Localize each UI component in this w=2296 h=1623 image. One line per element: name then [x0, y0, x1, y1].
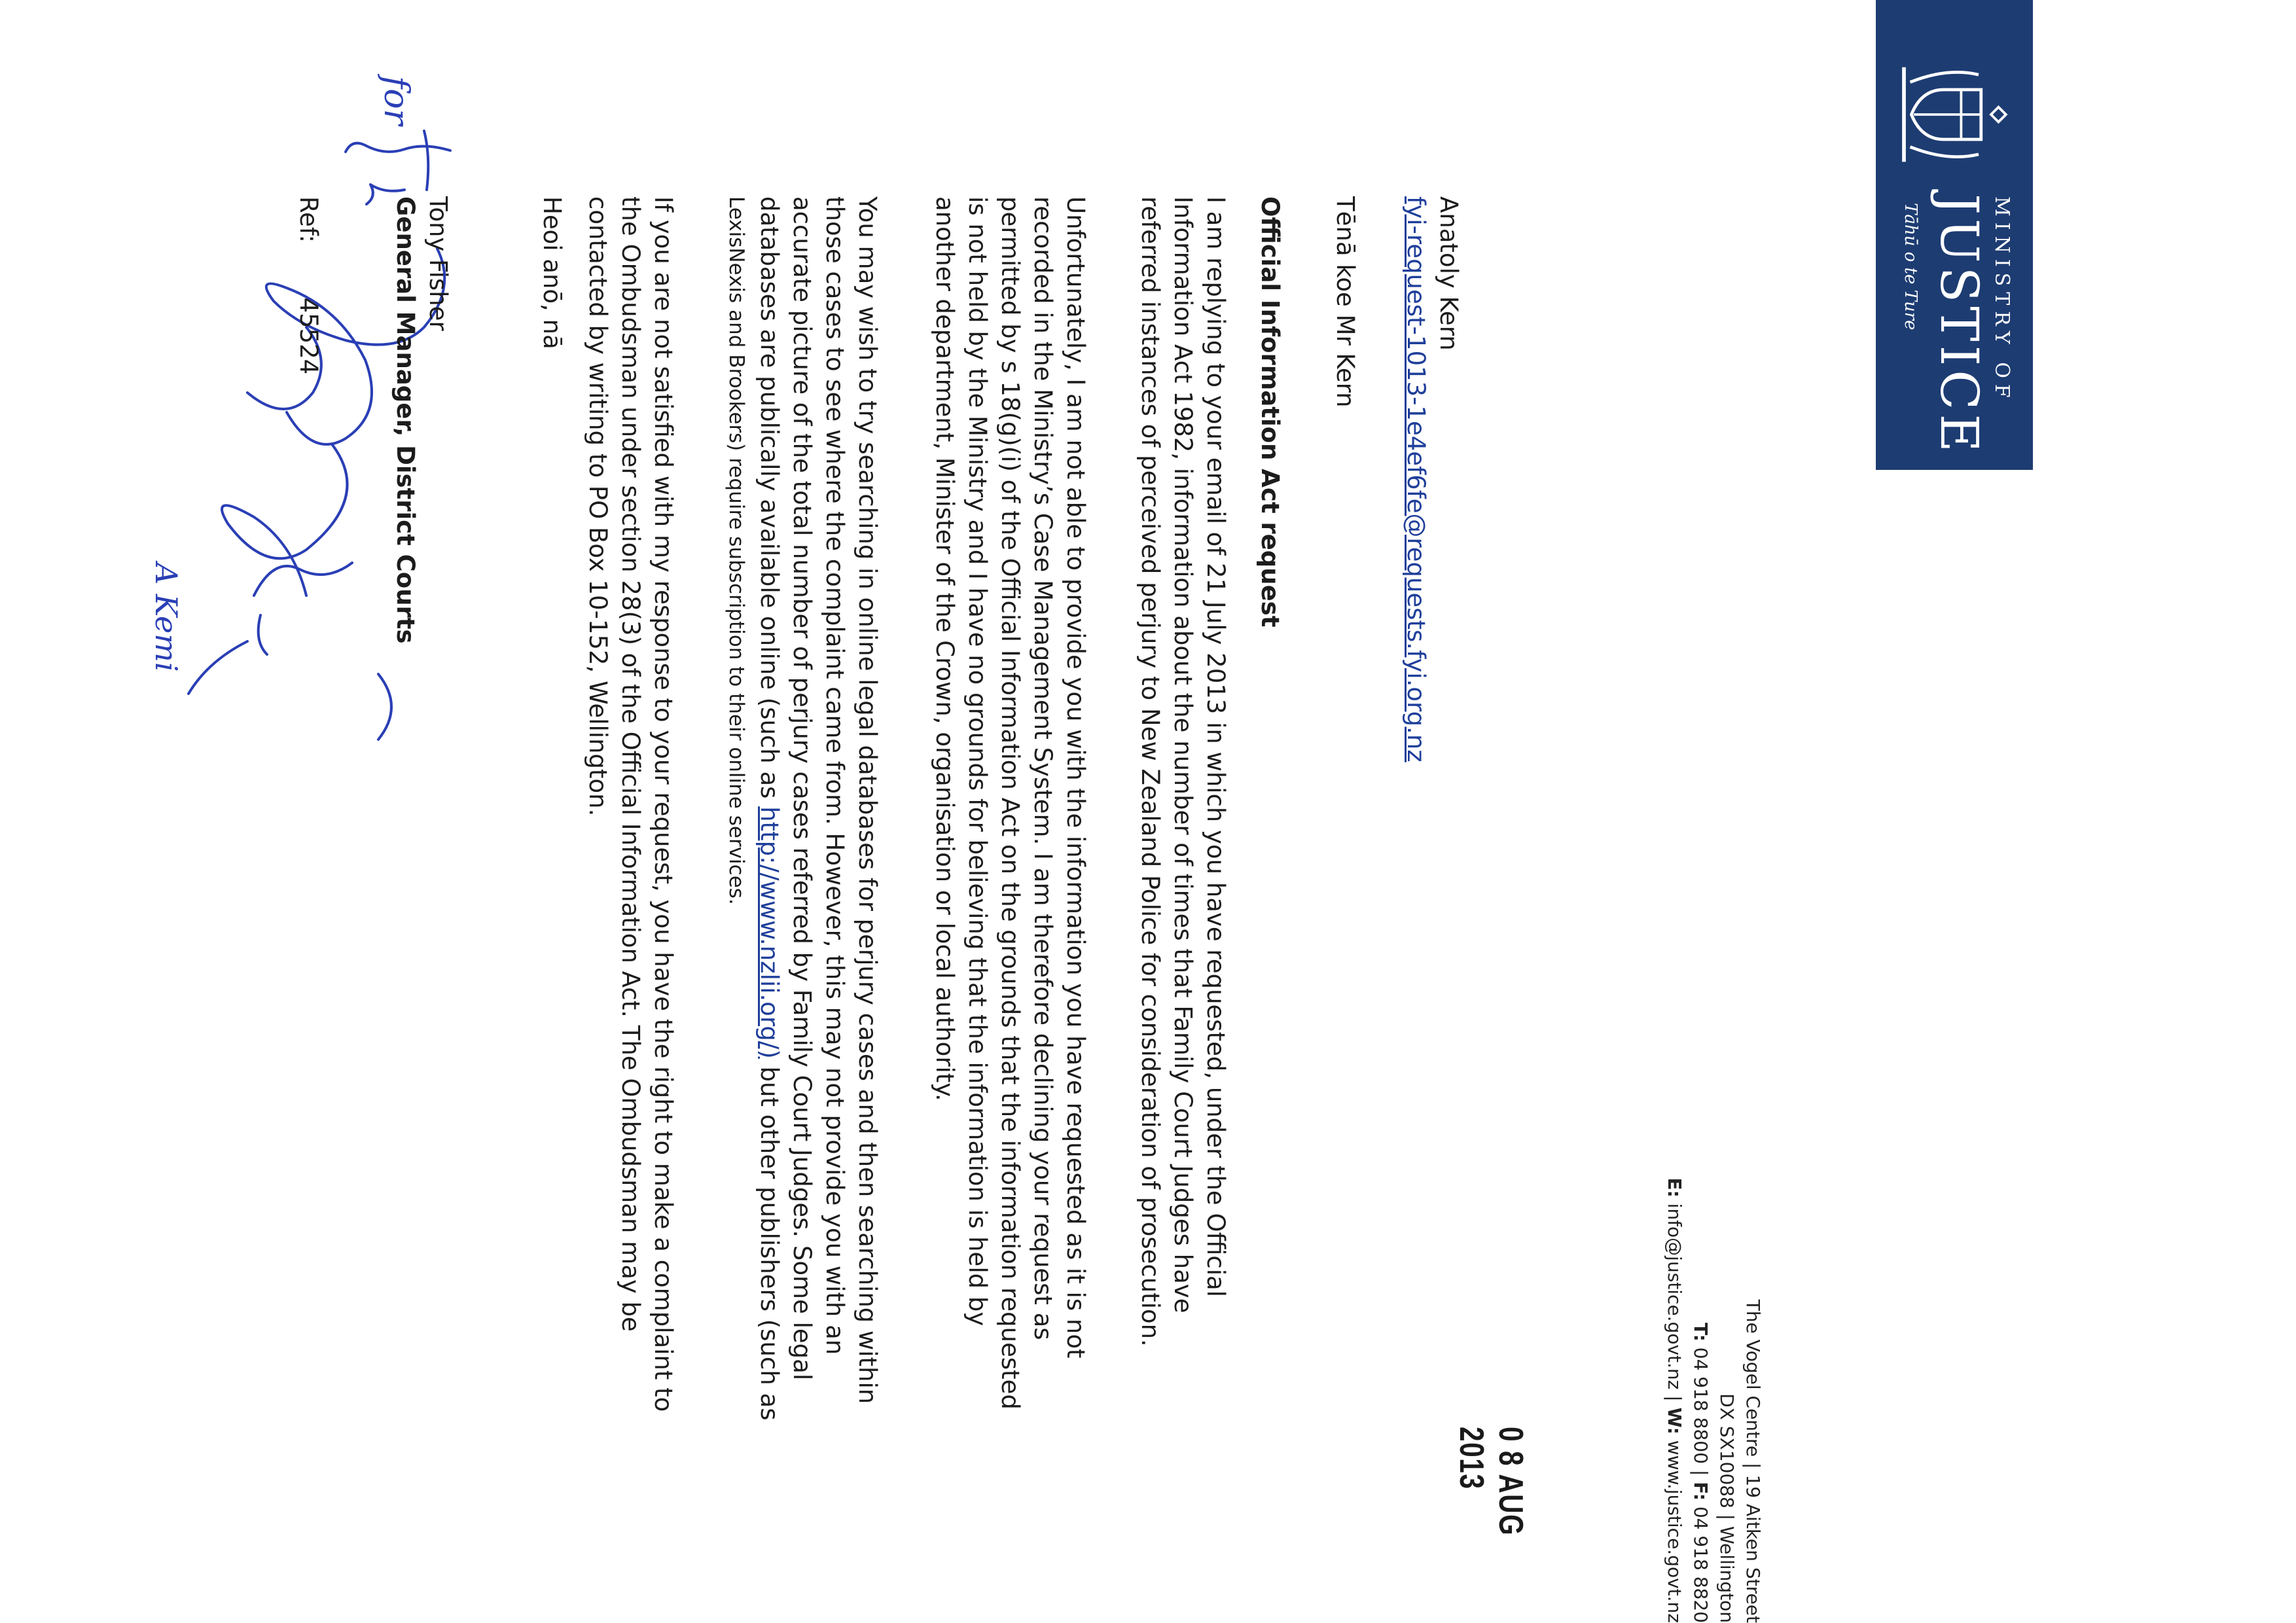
ministry-logo: [1876, 0, 2033, 470]
signature-for-text: for: [376, 76, 416, 126]
paragraph-line: permitted by s 18(g)(i) of the Official Information Act on the grounds that the information requested: [996, 196, 1024, 1410]
signatory-name: Tony Fisher: [424, 196, 452, 331]
email-address: info@justice.govt.nz: [1664, 1203, 1685, 1390]
signatory-title: General Manager, District Courts: [391, 196, 420, 644]
paragraph-line: LexisNexis and Brookers) require subscription to their online services.: [725, 196, 748, 905]
paragraph-1: [1134, 196, 1232, 1427]
paragraph-line: I am replying to your email of 21 July 2013 in which you have requested, under the Official: [1202, 196, 1230, 1297]
web-address: www.justice.govt.nz: [1664, 1440, 1685, 1623]
reference-label: Ref:: [295, 196, 323, 243]
recipient-name: Anatoly Kern: [1435, 196, 1463, 351]
logo-tagline: Tāhū o te Ture: [1901, 203, 1920, 330]
paragraph-3: [720, 196, 884, 1427]
subject-heading: Official Information Act request: [1256, 196, 1284, 628]
date-stamp: 0 8 AUG 2013: [1452, 1427, 1530, 1537]
paragraph-line: referred instances of perceived perjury to New Zealand Police for consideration of prosecution.: [1136, 196, 1164, 1347]
reference-line: [292, 196, 325, 1427]
address-block: [1661, 1165, 1766, 1623]
paragraph-line: accurate picture of the total number of perjury cases referred by Family Court Judges. Some legal: [788, 196, 816, 1381]
paragraph-line: Information Act 1982, information about the number of times that Family Court Judges have: [1169, 196, 1197, 1313]
paragraph-line: another department, Minister of the Crown, organisation or local authority.: [931, 196, 959, 1101]
fax-number: 04 918 8820: [1690, 1506, 1712, 1623]
paragraph-line: recorded in the Ministry’s Case Management System. I am therefore declining your request as: [1029, 196, 1057, 1340]
paragraph-4: [581, 196, 679, 1427]
paragraph-line: [753, 196, 785, 1427]
paragraph-line: Unfortunately, I am not able to provide you with the information you have requested as it is not: [1062, 196, 1090, 1359]
paragraph-line: those cases to see where the complaint came from. However, this may not provide you with an: [821, 196, 849, 1355]
paragraph-line: If you are not satisfied with my response to your request, you have the right to make a complaint to: [649, 196, 677, 1412]
paragraph-line: the Ombudsman under section 28(3) of the Official Information Act. The Ombudsman may be: [617, 196, 645, 1332]
phone-number: 04 918 8800: [1690, 1347, 1712, 1464]
signature-initials-text: A Kemi: [149, 563, 184, 672]
email-label: E:: [1664, 1177, 1685, 1198]
signatory-block: [389, 196, 454, 1427]
contact-email-web: [1661, 1165, 1687, 1623]
paragraph-line: is not held by the Ministry and I have no grounds for believing that the information is held by: [963, 196, 992, 1327]
nzlii-link[interactable]: http://www.nzlii.org/): [755, 806, 783, 1059]
paragraph-line: contacted by writing to PO Box 10-152, Wellington.: [584, 196, 612, 817]
address-line-2: DX SX10088 | Wellington: [1716, 1393, 1738, 1623]
logo-justice-text: JUSTICE: [1929, 194, 1990, 456]
coat-of-arms-icon: [1892, 52, 2016, 177]
recipient-block: [1399, 196, 1465, 1427]
paragraph-line: You may wish to try searching in online legal databases for perjury cases and then searching within: [853, 196, 882, 1404]
phone-label: T:: [1690, 1323, 1712, 1342]
web-label: W:: [1664, 1407, 1685, 1435]
contact-phone-fax: [1687, 1165, 1713, 1623]
fax-label: F:: [1690, 1482, 1712, 1501]
separator: |: [1690, 1469, 1712, 1476]
salutation: Tēnā koe Mr Kern: [1331, 196, 1359, 408]
recipient-email-link[interactable]: fyi-request-1013-1e4ef6fe@requests.fyi.org.nz: [1402, 196, 1430, 762]
reference-number: 45524: [295, 297, 323, 375]
closing: Heoi anō, nā: [538, 196, 566, 349]
address-line-1: The Vogel Centre | 19 Aitken Street: [1742, 1299, 1764, 1623]
paragraph-text: databases are publically available online (such as: [755, 196, 783, 807]
paragraph-2: [928, 196, 1092, 1427]
logo-ministry-text: MINISTRY OF: [1990, 196, 2013, 404]
separator: |: [1664, 1395, 1685, 1402]
paragraph-text: but other publishers (such as: [755, 1058, 783, 1421]
